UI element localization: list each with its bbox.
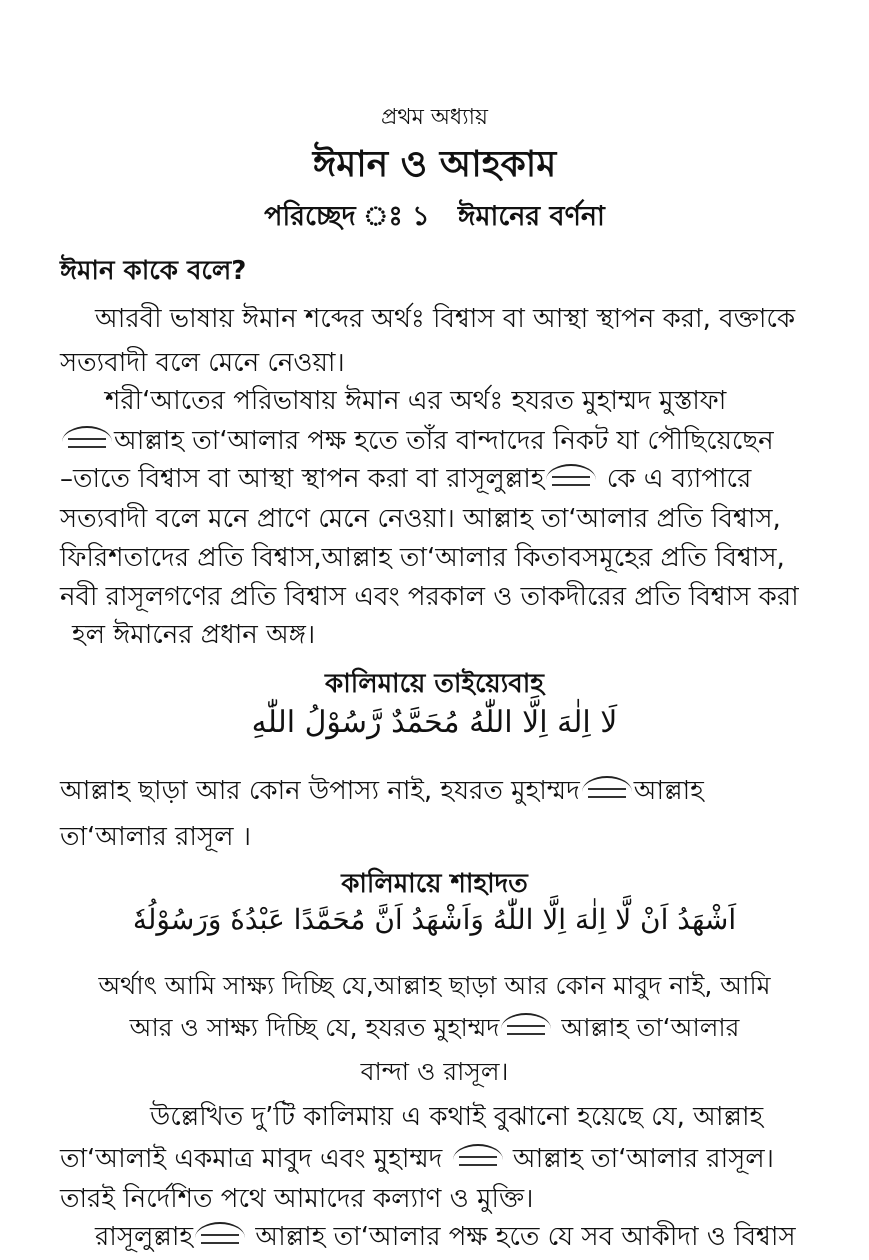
salawat-seal-icon [546,464,596,496]
salawat-seal-icon [501,1013,551,1045]
para2-line3-text-b: কে এ ব্যাপারে [606,464,752,494]
kalima1-meaning-line2: তা‘আলার রাসূল । [60,822,252,852]
para3-line2-text-a: তা‘আলাই একমাত্র মাবুদ এবং মুহাম্মদ [60,1144,443,1174]
kalima2-meaning-line3: বান্দা ও রাসূল। [360,1057,509,1086]
section-heading: পরিচ্ছেদ ঃ ১ ঈমানের বর্ণনা [264,201,605,232]
kalima2-meaning-text-a: আর ও সাক্ষ্য দিচ্ছি যে, হযরত মুহাম্মদ [129,1013,500,1042]
para4-line1-text-a: রাসূলুল্লাহ [95,1222,194,1252]
para2-line4: সত্যবাদী বলে মনে প্রাণে মেনে নেওয়া। আল্লাহ তা‘আলার প্রতি বিশ্বাস, [60,504,781,534]
salawat-seal-icon [195,1222,245,1254]
para1-line1: আরবী ভাষায় ঈমান শব্দের অর্থঃ বিশ্বাস বা আস্থা স্থাপন করা, বক্তাকে [95,304,796,334]
kalima1-arabic: لَا اِلٰهَ اِلَّا اللّٰهُ مُحَمَّدٌ رَّسُوْلُ اللّٰهِ [251,705,618,740]
para4-line1-text-b: আল্লাহ তা‘আলার পক্ষ হতে যে সব আকীদা ও বিশ্বাস [255,1222,796,1252]
salawat-seal-icon [62,426,112,458]
question-heading: ঈমান কাকে বলে? [60,256,247,286]
kalima1-meaning-text-b: আল্লাহ [633,776,704,806]
kalima2-arabic: اَشْهَدُ اَنْ لَّا اِلٰهَ اِلَّا اللّٰهُ وَاَشْهَدُ اَنَّ مُحَمَّدًا عَبْدُهٗ وَرَسُوْلُهٗ [132,903,737,936]
para2-line7: হল ঈমানের প্রধান অঙ্গ। [72,620,316,650]
para2-line5: ফিরিশতাদের প্রতি বিশ্বাস,আল্লাহ তা‘আলার কিতাবসমূহের প্রতি বিশ্বাস, [60,543,785,573]
para2-line3 [60,458,751,502]
kalima2-meaning-line1: অর্থাৎ আমি সাক্ষ্য দিচ্ছি যে,আল্লাহ ছাড়া আর কোন মাবুদ নাই, আমি [98,971,771,1000]
para3-line3: তারই নির্দেশিত পথে আমাদের কল্যাণ ও মুক্তি। [60,1184,534,1214]
para3-line2-text-b: আল্লাহ তা‘আলার রাসূল। [512,1144,774,1174]
kalima2-title: কালিমায়ে শাহাদত [341,869,528,899]
kalima2-meaning-line2 [0,1008,869,1051]
para3-line2 [60,1138,774,1182]
kalima1-meaning-text-a: আল্লাহ ছাড়া আর কোন উপাস্য নাই, হযরত মুহাম্মদ [60,776,580,806]
salawat-seal-icon [582,776,632,808]
kalima2-meaning-text-b: আল্লাহ তা‘আলার [561,1013,740,1042]
chapter-title: ঈমান ও আহকাম [312,144,557,185]
kalima1-title: কালিমায়ে তাইয়্যেবাহ [325,669,544,699]
para2-line6: নবী রাসূলগণের প্রতি বিশ্বাস এবং পরকাল ও তাকদীরের প্রতি বিশ্বাস করা [60,582,799,612]
para3-line1: উল্লেখিত দু’টি কালিমায় এ কথাই বুঝানো হয়েছে যে, আল্লাহ [150,1102,764,1132]
para2-line3-text-a: –তাতে বিশ্বাস বা আস্থা স্থাপন করা বা রাসূলুল্লাহ [60,464,545,494]
para2-line2-text: আল্লাহ তা‘আলার পক্ষ হতে তাঁর বান্দাদের নিকট যা পৌছিয়েছেন [114,426,774,456]
para1-line2: সত্যবাদী বলে মেনে নেওয়া। [60,348,345,378]
salawat-seal-icon [453,1144,503,1176]
para2-line1: শরী‘আতের পরিভাষায় ঈমান এর অর্থঃ হযরত মুহাম্মদ মুস্তাফা [105,386,727,416]
para4-line1 [95,1216,796,1260]
kalima1-meaning-line1 [60,770,704,814]
chapter-label: প্রথম অধ্যায় [381,105,488,130]
